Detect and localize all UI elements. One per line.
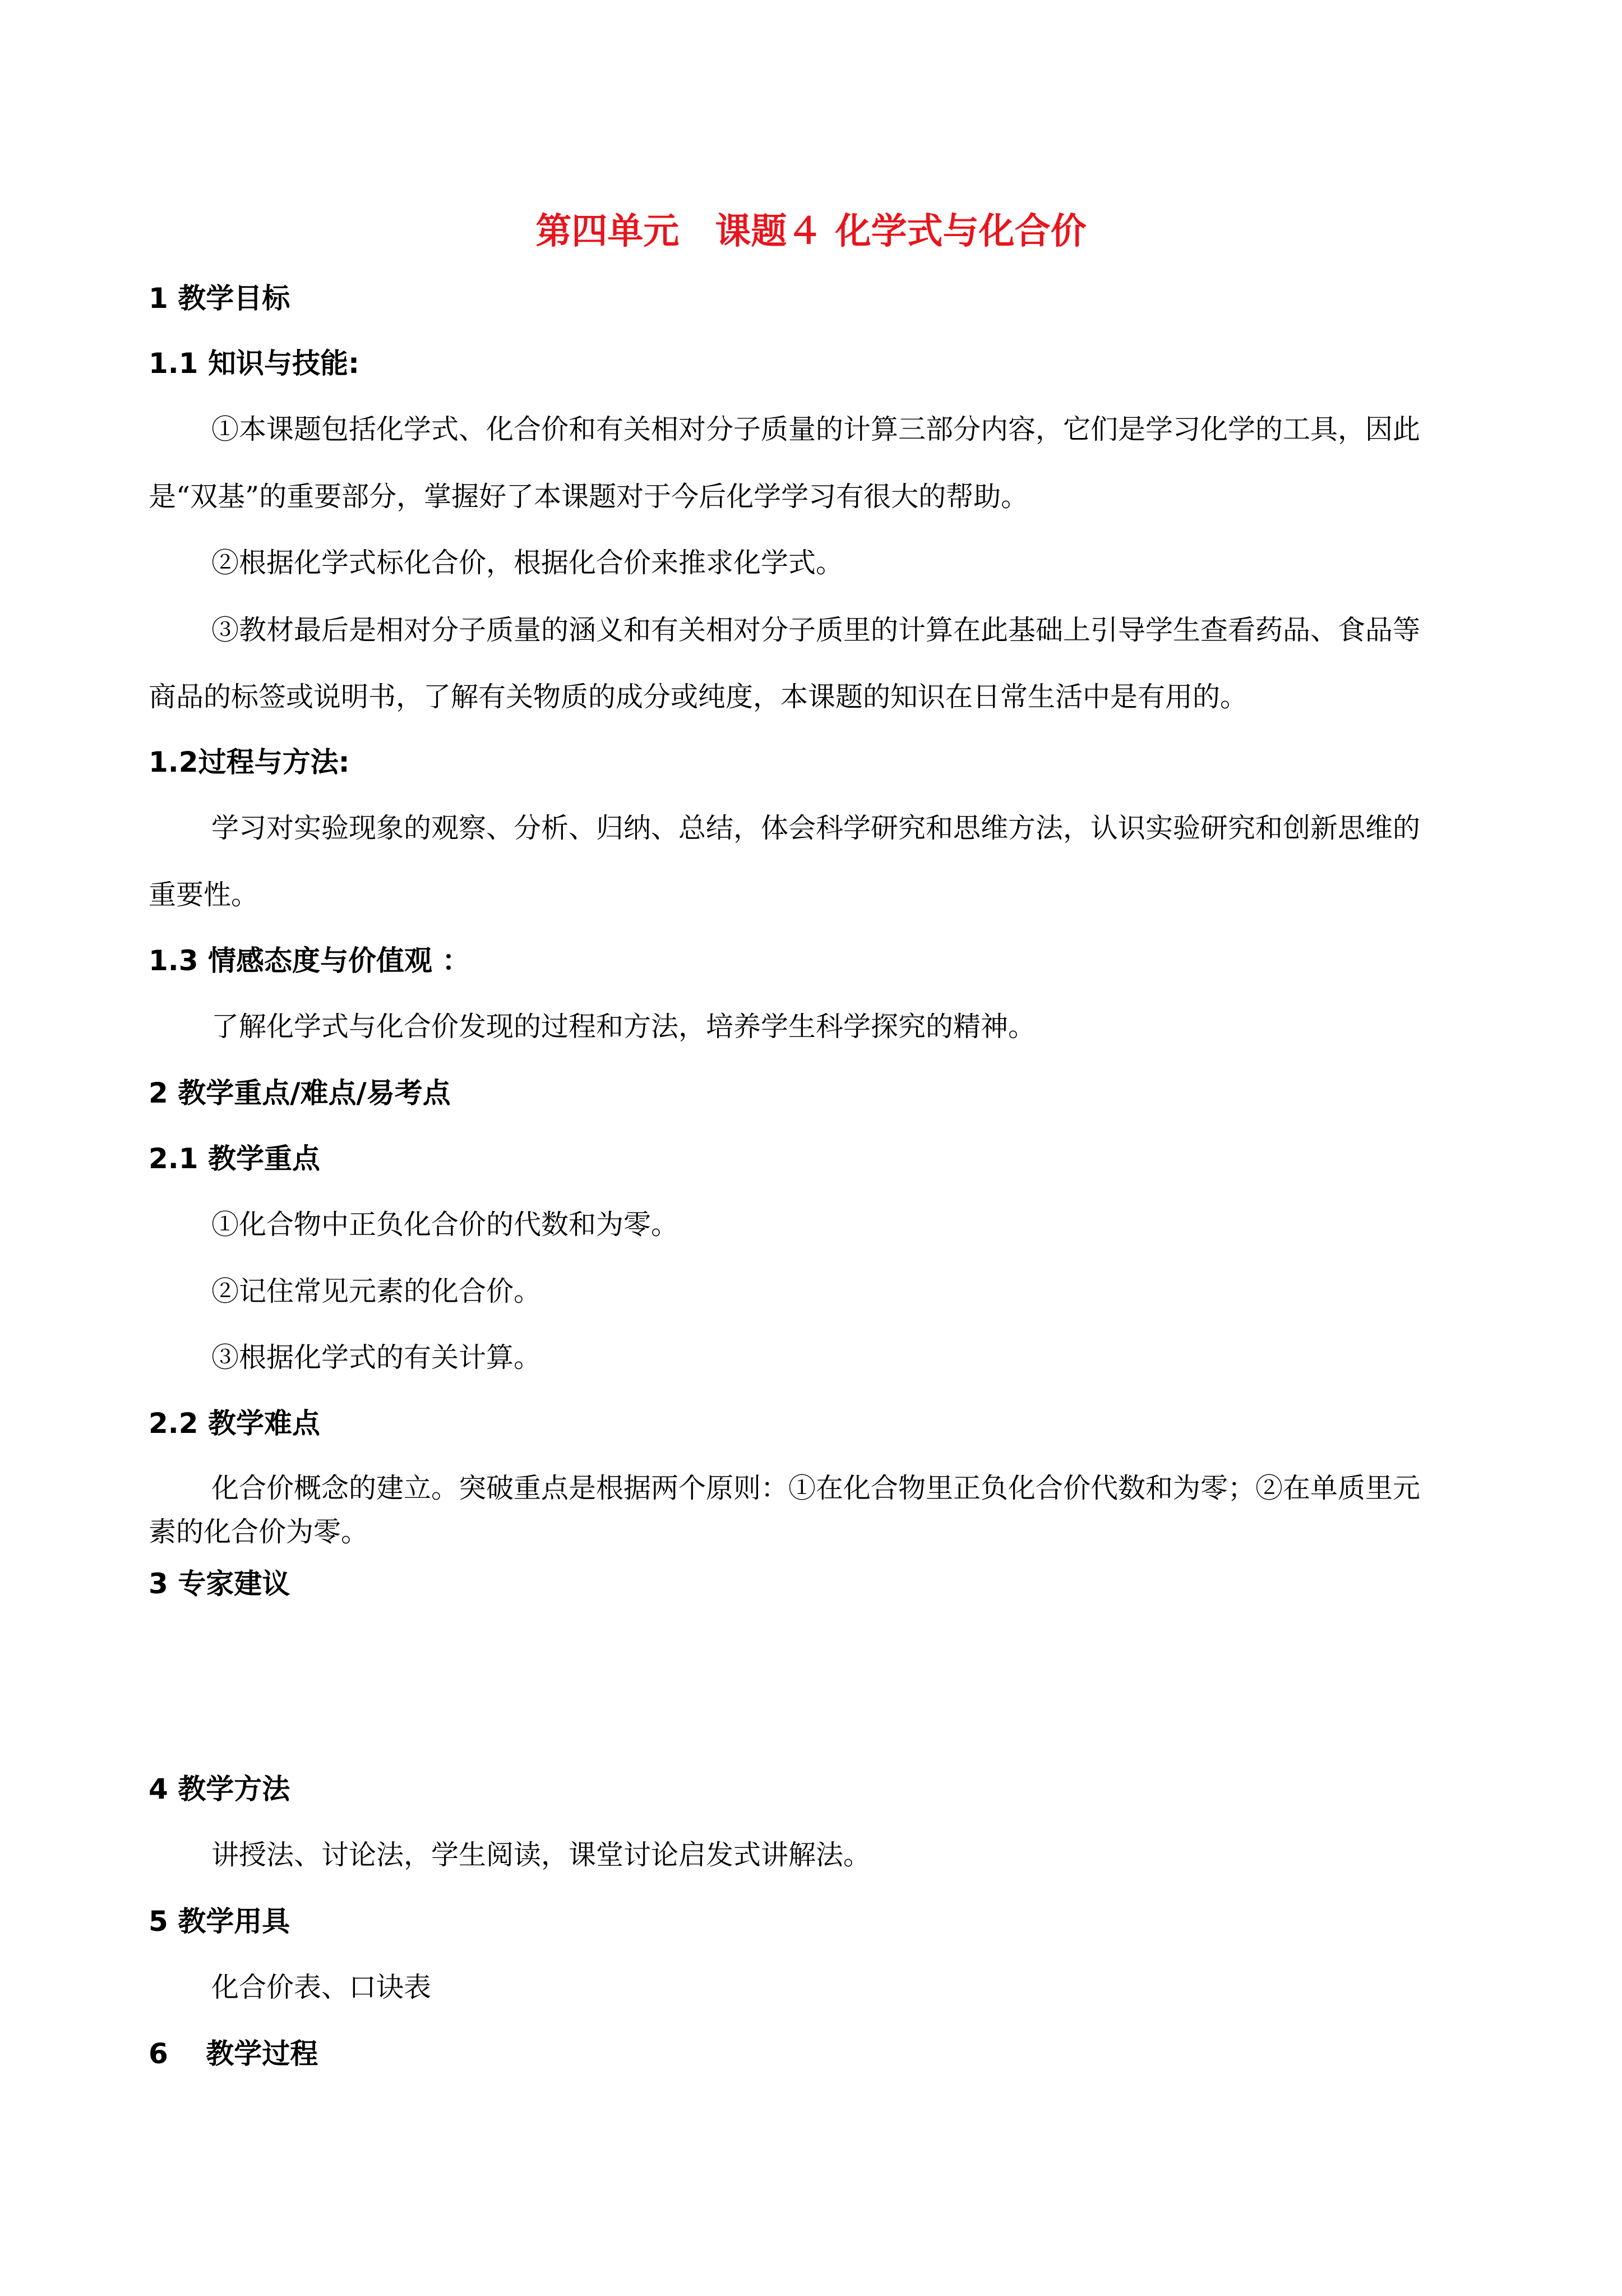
document-title: 第四单元 课题４ 化学式与化合价 <box>535 211 1087 252</box>
subsection-heading-1-3: 1.3 情感态度与价值观 ： <box>149 944 470 977</box>
paragraph-line: ①化合物中正负化合价的代数和为零。 <box>211 1209 679 1241</box>
subsection-heading-2-1: 2.1 教学重点 <box>149 1142 320 1175</box>
subsection-heading-1-2: 1.2过程与方法: <box>149 746 350 778</box>
section-heading-6: 6 教学过程 <box>149 2037 318 2070</box>
section-heading-5: 5 教学用具 <box>149 1905 290 1938</box>
paragraph-line: ③根据化学式的有关计算。 <box>211 1341 542 1373</box>
paragraph-line: ③教材最后是相对分子质量的涵义和有关相对分子质里的计算在此基础上引导学生查看药品、食品等 <box>211 614 1421 646</box>
section-heading-2: 2 教学重点/难点/易考点 <box>149 1077 451 1109</box>
paragraph-line: 讲授法、讨论法，学生阅读，课堂讨论启发式讲解法。 <box>211 1839 871 1871</box>
paragraph-line: 化合价表、口诀表 <box>211 1971 432 2003</box>
paragraph-line: ②记住常见元素的化合价。 <box>211 1275 542 1307</box>
paragraph-line: 商品的标签或说明书，了解有关物质的成分或纯度，本课题的知识在日常生活中是有用的。 <box>149 681 1248 713</box>
subsection-heading-2-2: 2.2 教学难点 <box>149 1407 320 1440</box>
paragraph-line: 重要性。 <box>149 879 259 911</box>
paragraph-line: 化合价概念的建立。突破重点是根据两个原则：①在化合物里正负化合价代数和为零；②在单质里元 <box>211 1472 1421 1504</box>
paragraph-line: ②根据化学式标化合价，根据化合价来推求化学式。 <box>211 547 844 579</box>
paragraph-line: ①本课题包括化学式、化合价和有关相对分子质量的计算三部分内容，它们是学习化学的工具，因此 <box>211 413 1421 445</box>
paragraph-line: 了解化学式与化合价发现的过程和方法，培养学生科学探究的精神。 <box>211 1011 1036 1043</box>
section-heading-4: 4 教学方法 <box>149 1773 290 1805</box>
paragraph-line: 学习对实验现象的观察、分析、归纳、总结，体会科学研究和思维方法，认识实验研究和创新思维的 <box>211 812 1421 844</box>
subsection-heading-1-1: 1.1 知识与技能: <box>149 347 359 380</box>
paragraph-line: 素的化合价为零。 <box>149 1516 369 1548</box>
paragraph-line: 是“双基”的重要部分，掌握好了本课题对于今后化学学习有很大的帮助。 <box>149 481 1029 513</box>
section-heading-3: 3 专家建议 <box>149 1567 290 1600</box>
section-heading-1: 1 教学目标 <box>149 282 290 315</box>
